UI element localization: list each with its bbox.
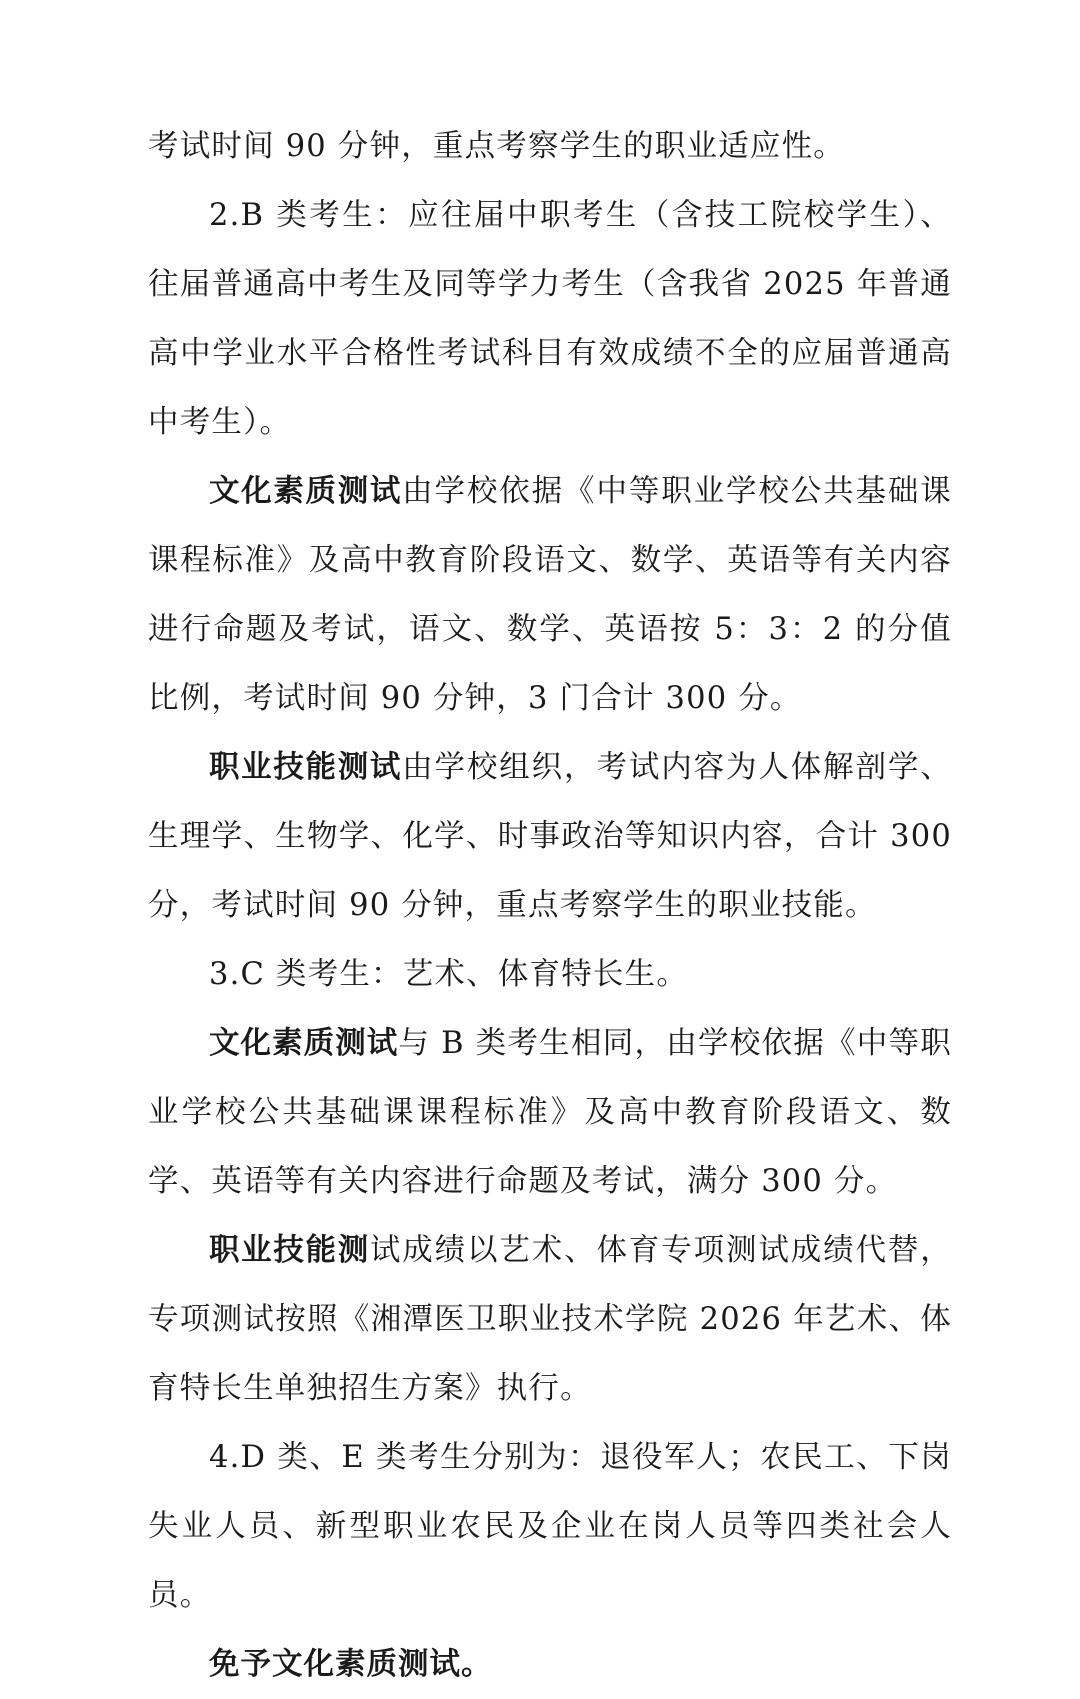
- para-exam-time-a: [148, 112, 952, 181]
- para-candidate-b: [148, 181, 952, 457]
- para-candidate-de: [148, 1423, 952, 1630]
- para-candidate-c: [148, 940, 952, 1009]
- para-skill-test-c: [148, 1216, 952, 1423]
- body-text: 由学校依据《中等职业学校公共基础课课程标准》及高中教育阶段语文、数学、英语等有关内容进行命题及考试，语文、数学、英语按 5：3：2 的分值比例，考试时间 90 分钟，3 门合计 300 分。: [148, 474, 953, 716]
- body-text: 与 B 类考生相同，由学校依据《中等职业学校公共基础课课程标准》及高中教育阶段语文、数学、英语等有关内容进行命题及考试，满分 300 分。: [148, 1026, 953, 1199]
- emphasis-text: 职业技能测: [209, 1232, 370, 1268]
- para-skill-test-b: [148, 733, 952, 940]
- body-text: 由学校组织，考试内容为人体解剖学、生理学、生物学、化学、时事政治等知识内容，合计 300 分，考试时间 90 分钟，重点考察学生的职业技能。: [148, 750, 953, 923]
- emphasis-text: 文化素质测试: [209, 473, 403, 509]
- body-text: 2.B 类考生：应往届中职考生（含技工院校学生）、往届普通高中考生及同等学力考生（含我省 2025 年普通高中学业水平合格性考试科目有效成绩不全的应届普通高中考生）。: [148, 198, 952, 440]
- para-culture-test-c: [148, 1009, 952, 1216]
- para-culture-test-b: [148, 457, 952, 733]
- emphasis-text: 文化素质测试: [209, 1025, 399, 1061]
- document-body: [148, 112, 952, 1699]
- body-text: 试成绩以艺术、体育专项测试成绩代替，专项测试按照《湘潭医卫职业技术学院 2026 年艺术、体育特长生单独招生方案》执行。: [148, 1233, 952, 1406]
- body-text: 3.C 类考生：艺术、体育特长生。: [209, 957, 689, 992]
- emphasis-text: 免予文化素质测试。: [209, 1646, 493, 1682]
- body-text: 4.D 类、E 类考生分别为：退役军人；农民工、下岗失业人员、新型职业农民及企业在岗人员等四类社会人员。: [148, 1440, 952, 1613]
- para-exempt: [148, 1630, 952, 1699]
- emphasis-text: 职业技能测试: [209, 749, 403, 785]
- body-text: 考试时间 90 分钟，重点考察学生的职业适应性。: [148, 129, 845, 164]
